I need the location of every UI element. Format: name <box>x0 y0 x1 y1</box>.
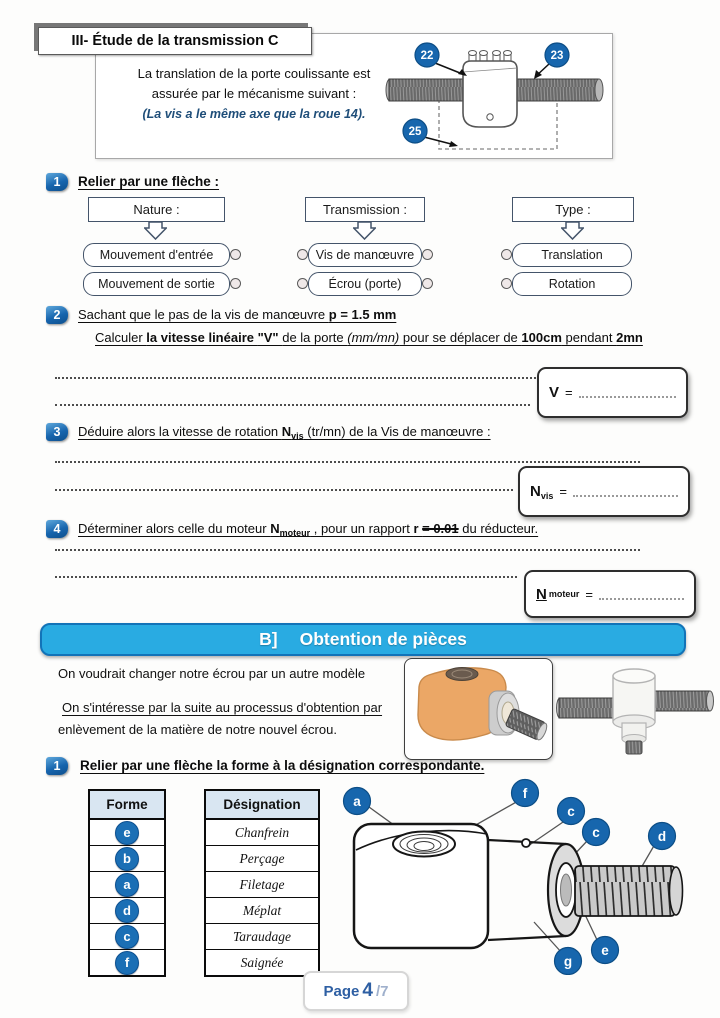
callout-23 <box>545 43 569 67</box>
svg-text:e: e <box>601 943 609 958</box>
down-arrow-icon <box>561 221 584 240</box>
section-title: III- Étude de la transmission C <box>38 27 312 55</box>
svg-text:c: c <box>567 804 575 819</box>
q3-line: Déduire alors la vitesse de rotation $N_{vis}$ (tr/mn) de la Vis de manœuvre : <box>78 424 491 441</box>
connector-dot <box>230 278 241 289</box>
svg-text:a: a <box>353 794 361 809</box>
connector-dot <box>501 249 512 260</box>
letter-badge: d <box>115 899 139 923</box>
forme-row <box>90 924 164 950</box>
letter-badge: e <box>115 821 139 845</box>
sectionb-para2-line2: enlèvement de la matière de notre nouvel écrou. <box>58 722 337 737</box>
v-label: V <box>549 384 560 401</box>
connector-dot <box>297 278 308 289</box>
threaded-rod-right <box>517 79 599 101</box>
callout-25 <box>403 119 427 143</box>
svg-text:g: g <box>563 954 573 969</box>
page-total: /7 <box>375 982 389 1000</box>
svg-text:c: c <box>592 825 600 840</box>
orange-nut-illustration <box>405 659 548 755</box>
sectionb-para1: On voudrait changer notre écrou par un autre modèle <box>58 666 366 681</box>
q3-number-badge: 3 <box>46 423 68 441</box>
designation-row: Filetage <box>206 872 318 898</box>
q2-number-badge: 2 <box>46 306 68 324</box>
designation-row: Taraudage <box>206 924 318 950</box>
letter-badge: c <box>115 925 139 949</box>
svg-text:25: 25 <box>408 126 422 138</box>
designation-header: Désignation <box>206 791 318 820</box>
answer-line <box>55 461 640 463</box>
page-number-badge <box>303 971 409 1011</box>
callout-22 <box>415 43 439 67</box>
forme-header: Forme <box>90 791 164 820</box>
forme-row <box>90 820 164 846</box>
q4-line: Déterminer alors celle du moteur $N_{moteur}$ , pour un rapport r = 0.01 du réducteur. <box>78 521 539 538</box>
forme-table <box>88 789 166 977</box>
svg-text:23: 23 <box>550 50 564 62</box>
svg-text:22: 22 <box>420 50 434 62</box>
forme-row <box>90 872 164 898</box>
nut-on-rod-illustration <box>556 660 714 758</box>
answer-blank <box>579 387 676 398</box>
header-box-transmission: Transmission : <box>305 197 425 222</box>
connector-dot <box>422 249 433 260</box>
connector-dot <box>230 249 241 260</box>
connector-dot <box>501 278 512 289</box>
forme-row <box>90 898 164 924</box>
connector-dot <box>297 249 308 260</box>
connector-dot <box>422 278 433 289</box>
answer-blank <box>599 589 684 600</box>
forme-row <box>90 950 164 975</box>
svg-text:f: f <box>522 786 528 801</box>
designation-row: Saignée <box>240 954 284 970</box>
answer-line <box>55 489 513 491</box>
down-arrow-icon <box>353 221 376 240</box>
letter-badge: b <box>115 847 139 871</box>
answer-box-nvis <box>518 466 690 517</box>
section-b-title: Obtention de pièces <box>299 629 467 649</box>
new-nut-image-frame <box>404 658 553 760</box>
threaded-rod-left <box>389 79 463 101</box>
qb1-number-badge: 1 <box>46 757 68 775</box>
svg-text:d: d <box>657 829 667 844</box>
letter-badge: a <box>115 873 139 897</box>
answer-line <box>55 549 640 551</box>
answer-box-nmoteur: N moteur = <box>524 570 696 618</box>
q1-number-badge: 1 <box>46 173 68 191</box>
option-translation: Translation <box>512 243 632 267</box>
answer-box-v <box>537 367 688 418</box>
intro-note: (La vis a le même axe que la roue 14). <box>142 107 366 121</box>
equals-sign: = <box>585 586 593 602</box>
screw-mechanism-illustration <box>383 39 609 151</box>
down-arrow-icon <box>144 221 167 240</box>
nut-block <box>463 51 517 128</box>
designation-row: Perçage <box>206 846 318 872</box>
header-box-type: Type : <box>512 197 634 222</box>
intro-line1: La translation de la porte coulissante est <box>137 66 371 81</box>
intro-text <box>104 64 404 124</box>
answer-blank <box>573 486 678 497</box>
q1-title: Relier par une flèche : <box>78 174 220 189</box>
nmoteur-label: N <box>536 585 547 603</box>
forme-row <box>90 846 164 872</box>
intro-line2: assurée par le mécanisme suivant : <box>151 86 357 101</box>
q2-line1: Sachant que le pas de la vis de manœuvre p = 1.5 mm <box>78 307 397 322</box>
qb1-title: Relier par une flèche la forme à la désignation correspondante. <box>80 758 485 773</box>
equals-sign: = <box>559 484 567 499</box>
answer-line <box>55 576 517 578</box>
designation-row: Méplat <box>206 898 318 924</box>
designation-row: Chanfrein <box>206 820 318 846</box>
header-box-nature: Nature : <box>88 197 225 222</box>
annotated-part-drawing <box>338 770 716 975</box>
option-mouvement-entree: Mouvement d'entrée <box>83 243 230 267</box>
section-b-letter: B] <box>259 629 278 649</box>
q4-number-badge: 4 <box>46 520 68 538</box>
nvis-label: $N_{vis}$ <box>530 482 554 501</box>
answer-line <box>55 404 530 406</box>
page-word: Page <box>323 982 360 1000</box>
page-number: 4 <box>362 980 373 1001</box>
q2-line2: Calculer la vitesse linéaire "V" de la porte (mm/mn) pour se déplacer de 100cm pendant 2mn <box>95 330 643 345</box>
option-mouvement-sortie: Mouvement de sortie <box>83 272 230 296</box>
option-rotation: Rotation <box>512 272 632 296</box>
letter-badge: f <box>115 951 139 975</box>
equals-sign: = <box>565 385 573 400</box>
designation-table <box>204 789 320 977</box>
sectionb-para2-line1: On s'intéresse par la suite au processus d'obtention par <box>62 700 383 715</box>
option-ecrou-porte: Écrou (porte) <box>308 272 422 296</box>
section-b-banner <box>40 623 686 656</box>
option-vis-manoeuvre: Vis de manœuvre <box>308 243 422 267</box>
